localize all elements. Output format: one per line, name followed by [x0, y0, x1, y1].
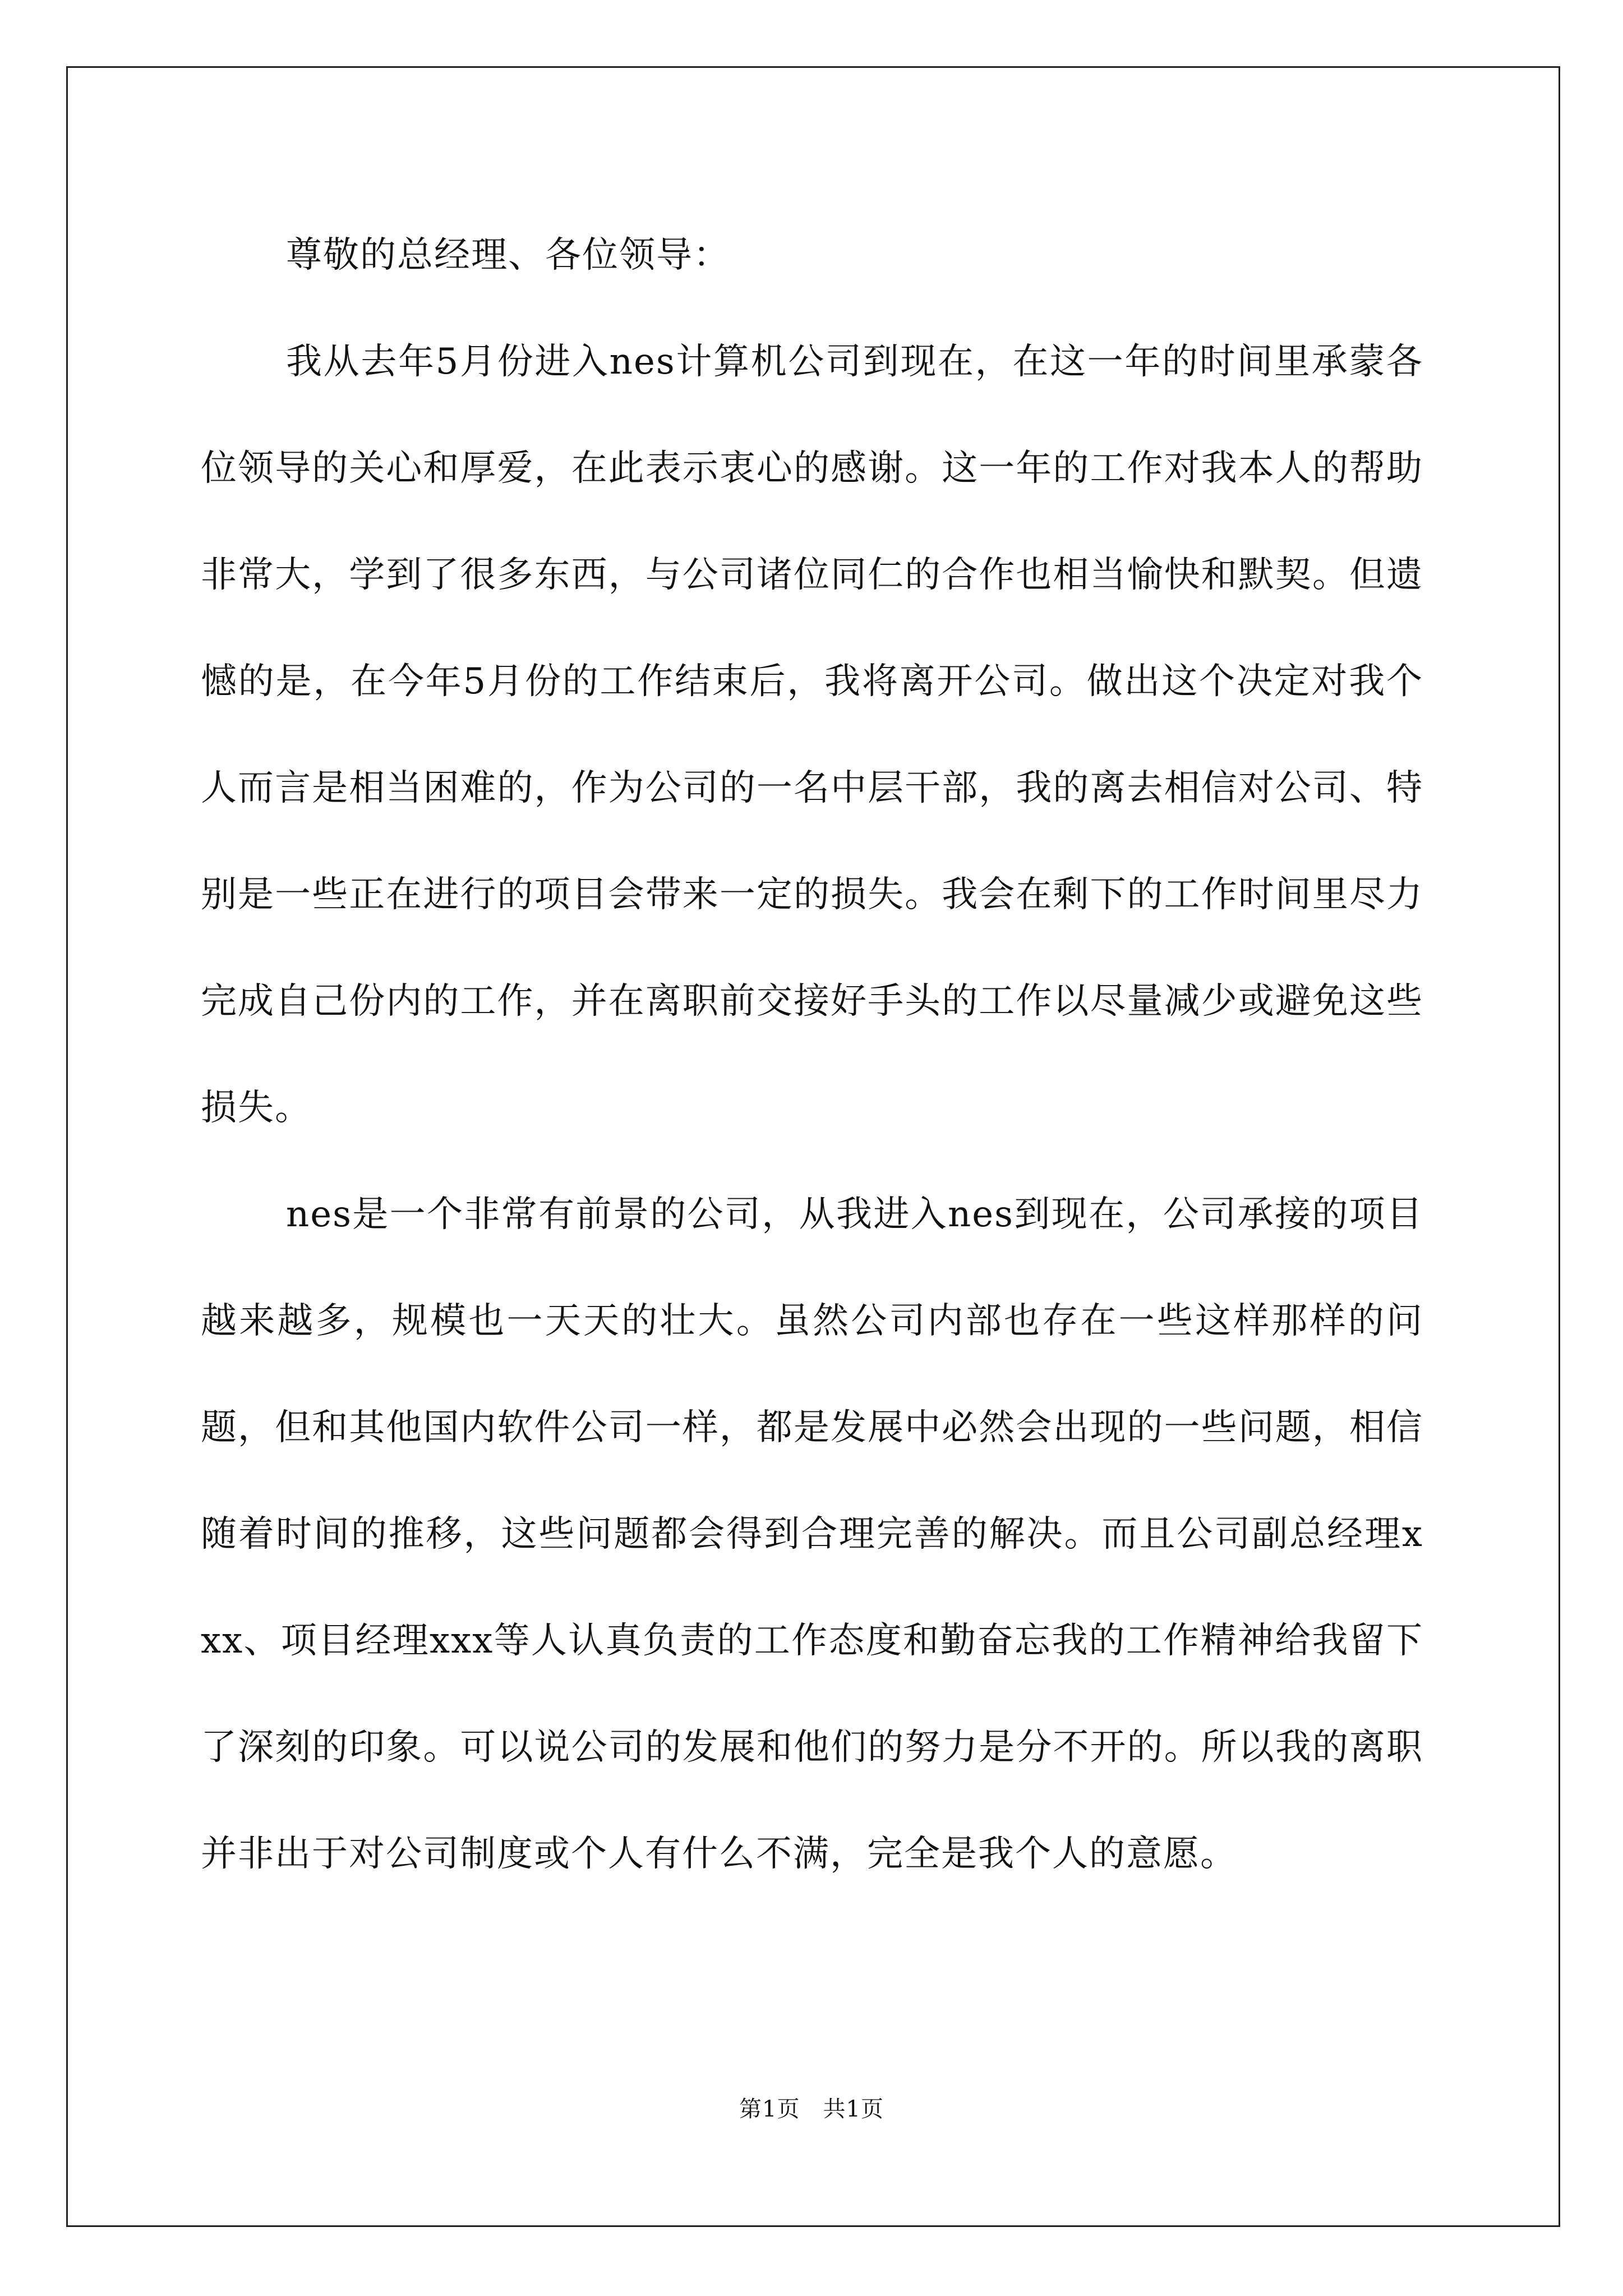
paragraph-2: nes是一个非常有前景的公司，从我进入nes到现在，公司承接的项目越来越多，规模也一天天的壮大。虽然公司内部也存在一些这样那样的问题，但和其他国内软件公司一样，都是发展中必然会出现的一些问题，相信随着时间的推移，这些问题都会得到合理完善的解决。而且公司副总经理xxx、项目经理xxx等人认真负责的工作态度和勤奋忘我的工作精神给我留下了深刻的印象。可以说公司的发展和他们的努力是分不开的。所以我的离职并非出于对公司制度或个人有什么不满，完全是我个人的意愿。 [201, 1194, 1423, 1875]
paragraph-1: 我从去年5月份进入nes计算机公司到现在，在这一年的时间里承蒙各位领导的关心和厚爱，在此表示衷心的感谢。这一年的工作对我本人的帮助非常大，学到了很多东西，与公司诸位同仁的合作也相当愉快和默契。但遗憾的是，在今年5月份的工作结束后，我将离开公司。做出这个决定对我个人而言是相当困难的，作为公司的一名中层干部，我的离去相信对公司、特别是一些正在进行的项目会带来一定的损失。我会在剩下的工作时间里尽力完成自己份内的工作，并在离职前交接好手头的工作以尽量减少或避免这些损失。 [201, 341, 1423, 1129]
page-number-footer: 第1页 共1页 [739, 2096, 884, 2122]
letter-body [201, 202, 1423, 1907]
salutation: 尊敬的总经理、各位领导： [286, 234, 730, 276]
